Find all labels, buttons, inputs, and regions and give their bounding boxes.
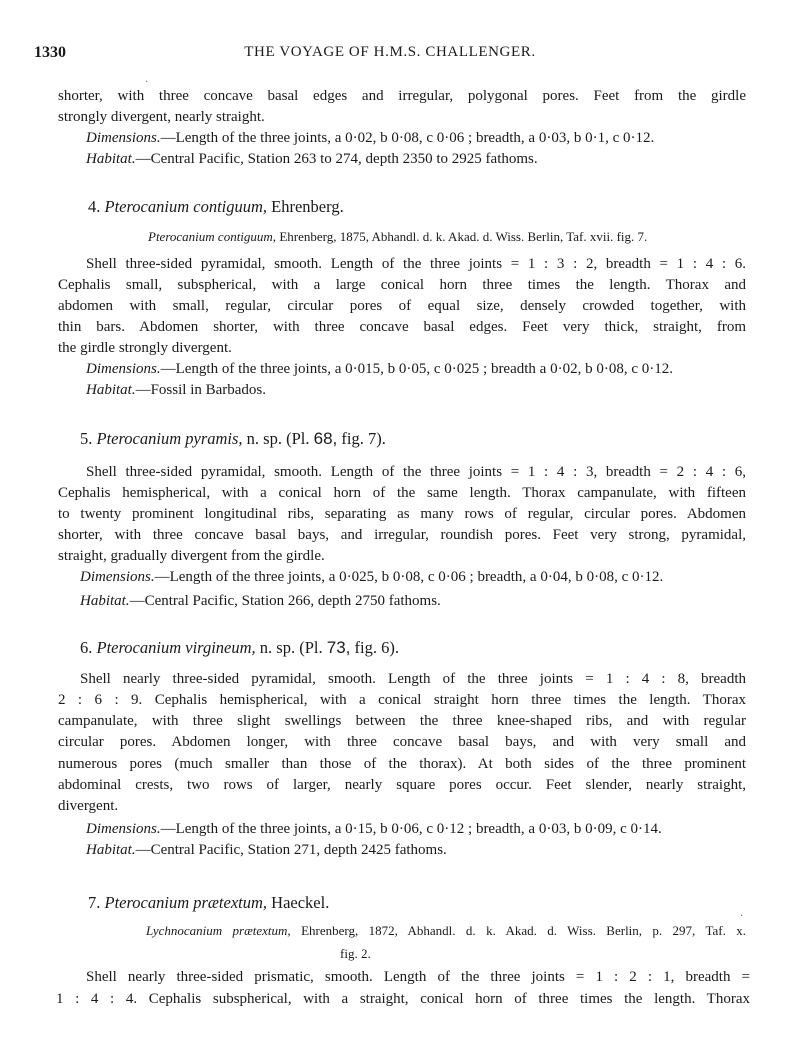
habitat-label: Habitat. [86, 382, 136, 398]
stray-mark: · [145, 77, 149, 88]
species-5-desc-line-3: to twenty prominent longitudinal ribs, separating as many rows of regular, circular pores. Abdomen [58, 506, 746, 522]
species-5-desc-line-5: straight, gradually divergent from the girdle. [58, 548, 325, 564]
species-4-synonymy [148, 226, 746, 247]
habitat-label: Habitat. [86, 151, 136, 167]
species-4-desc-line-2: Cephalis small, subspherical, with a large conical horn three times the length. Thorax and [58, 277, 746, 293]
species-4-dimensions [86, 359, 746, 380]
species-5-desc-line-4: shorter, with three concave basal bays, and irregular, roundish pores. Feet very strong, pyramidal, [58, 527, 746, 543]
species-name: Pterocanium virgineum, [96, 638, 256, 657]
dimensions-text: —Length of the three joints, a 0·15, b 0·06, c 0·12 ; breadth, a 0·03, b 0·09, c 0·14. [160, 821, 662, 837]
synonym-citation: Ehrenberg, 1872, Abhandl. d. k. Akad. d. Wiss. Berlin, p. 297, Taf. x. [301, 923, 746, 938]
species-6-desc-line-7: divergent. [58, 798, 119, 814]
species-name: Pterocanium contiguum, [104, 197, 268, 216]
species-4-desc-line-1: Shell three-sided pyramidal, smooth. Length of the three joints = 1 : 3 : 2, breadth = 1 : 4 : 6. [86, 256, 746, 272]
species-author: Ehrenberg. [271, 197, 344, 216]
species-5-desc-line-1: Shell three-sided pyramidal, smooth. Length of the three joints = 1 : 4 : 3, breadth = 2 : 4 : 6, [86, 464, 746, 480]
species-4-desc-line-4: thin bars. Abdomen shorter, with three concave basal edges. Feet very thick, straight, from [58, 319, 746, 335]
species-6-desc-line-3: campanulate, with three slight swellings between the three knee-shaped ribs, and with regular [58, 713, 746, 729]
species-7-heading [88, 892, 746, 913]
habitat-text: —Fossil in Barbados. [135, 382, 267, 398]
species-5-desc-line-2: Cephalis hemispherical, with a conical horn of the same length. Thorax campanulate, with fifteen [58, 485, 746, 501]
species-6-heading [80, 637, 746, 658]
species-5-dimensions [80, 567, 746, 588]
dimensions-label: Dimensions. [80, 569, 155, 585]
species-4-desc-line-5: the girdle strongly divergent. [58, 340, 232, 356]
dimensions-label: Dimensions. [86, 130, 161, 146]
dimensions-line [86, 128, 746, 149]
dimensions-label: Dimensions. [86, 361, 161, 377]
page-number: 1330 [34, 44, 66, 61]
dimensions-text: —Length of the three joints, a 0·015, b 0·05, c 0·025 ; breadth a 0·02, b 0·08, c 0·12. [160, 361, 673, 377]
species-7-synonymy [146, 920, 746, 941]
species-5-heading [80, 428, 746, 449]
habitat-text: —Central Pacific, Station 266, depth 2750 fathoms. [129, 593, 441, 609]
plate-number: 73, [326, 638, 351, 657]
species-6-desc-line-4: circular pores. Abdomen longer, with three concave basal bays, and with very small and [58, 734, 746, 750]
continuation-line-1: shorter, with three concave basal edges and irregular, polygonal pores. Feet from the girdle [58, 88, 746, 104]
species-number: 6. [80, 638, 93, 657]
species-name: Pterocanium prætextum, [104, 893, 268, 912]
species-6-desc-line-2: 2 : 6 : 9. Cephalis hemispherical, with a conical straight horn three times the length. Thorax [58, 692, 746, 708]
plate-number: 68, [313, 429, 338, 448]
species-5-habitat [80, 591, 746, 612]
species-number: 5. [80, 429, 93, 448]
running-title: THE VOYAGE OF H.M.S. CHALLENGER. [244, 44, 536, 60]
species-7-desc-line-2: 1 : 4 : 4. Cephalis subspherical, with a straight, conical horn of three times the length. Thorax [56, 991, 750, 1007]
species-name: Pterocanium pyramis, [96, 429, 243, 448]
species-number: 7. [88, 893, 101, 912]
species-author: n. sp. (Pl. [246, 429, 310, 448]
species-4-heading [88, 196, 746, 217]
habitat-text: —Central Pacific, Station 271, depth 2425 fathoms. [135, 842, 447, 858]
page-header [34, 42, 746, 66]
species-number: 4. [88, 197, 101, 216]
species-author: n. sp. (Pl. [259, 638, 323, 657]
habitat-line [86, 149, 746, 170]
dimensions-label: Dimensions. [86, 821, 161, 837]
species-4-desc-line-3: abdomen with small, regular, circular pores of equal size, densely crowded together, with [58, 298, 746, 314]
dimensions-text: —Length of the three joints, a 0·02, b 0·08, c 0·06 ; breadth, a 0·03, b 0·1, c 0·12. [160, 130, 655, 146]
synonym-name: Pterocanium contiguum, [148, 229, 277, 244]
species-6-desc-line-1: Shell nearly three-sided pyramidal, smooth. Length of the three joints = 1 : 4 : 8, breadth [80, 671, 746, 687]
synonym-citation: Ehrenberg, 1875, Abhandl. d. k. Akad. d. Wiss. Berlin, Taf. xvii. fig. 7. [279, 229, 648, 244]
figure-ref: fig. 7). [341, 429, 386, 448]
species-7-synonymy-cont: fig. 2. [340, 946, 371, 961]
dimensions-text: —Length of the three joints, a 0·025, b 0·08, c 0·06 ; breadth, a 0·04, b 0·08, c 0·12. [154, 569, 664, 585]
species-7-desc-line-1: Shell nearly three-sided prismatic, smooth. Length of the three joints = 1 : 2 : 1, breadth = [86, 969, 750, 985]
synonym-name: Lychnocanium prætextum, [146, 923, 291, 938]
species-4-habitat [86, 380, 746, 401]
species-6-dimensions [86, 819, 746, 840]
species-6-desc-line-6: abdominal crests, two rows of larger, nearly square pores occur. Feet slender, nearly straight, [58, 777, 746, 793]
habitat-label: Habitat. [80, 593, 130, 609]
figure-ref: fig. 6). [354, 638, 399, 657]
continuation-line-2: strongly divergent, nearly straight. [58, 109, 265, 125]
stray-mark: · [740, 911, 744, 922]
species-author: Haeckel. [271, 893, 330, 912]
habitat-text: —Central Pacific, Station 263 to 274, depth 2350 to 2925 fathoms. [135, 151, 538, 167]
species-6-desc-line-5: numerous pores (much smaller than those of the thorax). At both sides of the three prominent [58, 756, 746, 772]
species-6-habitat [86, 840, 746, 861]
habitat-label: Habitat. [86, 842, 136, 858]
